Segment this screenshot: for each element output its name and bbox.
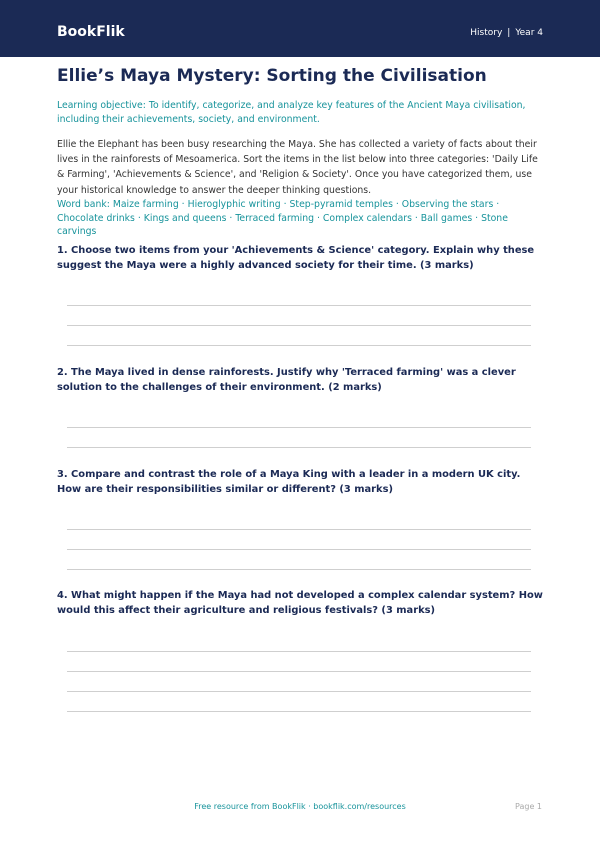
learning-objective: Learning objective: To identify, categorize, and analyze key features of the Ancient Maya civilisation, including their achievements, society, and environment. (57, 100, 526, 125)
word-bank: Word bank: Maize farming · Hieroglyphic writing · Step-pyramid temples · Observing the stars · Chocolate drinks · Kings and queens · Terraced farming · Complex calendars · Ball games · Stone carvings (57, 199, 508, 237)
answer-line[interactable] (67, 325, 531, 326)
answer-line[interactable] (67, 549, 531, 550)
intro-paragraph: Ellie the Elephant has been busy researching the Maya. She has collected a variety of facts about their lives in the rainforests of Mesoamerica. Sort the items in the list below into three categories: 'Daily Life & Farming', 'Achievements & Science', and 'Religion & Society'. Once you have categorized them, use your historical knowledge to answer the deeper thinking questions. (57, 139, 538, 196)
answer-line[interactable] (67, 671, 531, 672)
answer-line[interactable] (67, 447, 531, 448)
page-header (0, 0, 600, 57)
footer-credit: Free resource from BookFlik · bookflik.com/resources (194, 802, 406, 811)
answer-line[interactable] (67, 569, 531, 570)
answer-line[interactable] (67, 651, 531, 652)
question-2: 2. The Maya lived in dense rainforests. Justify why 'Terraced farming' was a clever solution to the challenges of their environment. (2 marks) (57, 367, 516, 393)
answer-line[interactable] (67, 345, 531, 346)
question-3: 3. Compare and contrast the role of a Maya King with a leader in a modern UK city. How are their responsibilities similar or different? (3 marks) (57, 469, 521, 495)
header-meta (470, 26, 543, 40)
header-separator: | (507, 28, 511, 38)
answer-line[interactable] (67, 711, 531, 712)
answer-line[interactable] (67, 305, 531, 306)
worksheet-title: Ellie’s Maya Mystery: Sorting the Civilisation (57, 66, 487, 86)
subject-label: History (470, 28, 503, 38)
year-label: Year 4 (515, 28, 543, 38)
answer-line[interactable] (67, 529, 531, 530)
question-1: 1. Choose two items from your 'Achievements & Science' category. Explain why these suggest the Maya were a highly advanced society for their time. (3 marks) (57, 245, 535, 271)
question-4: 4. What might happen if the Maya had not developed a complex calendar system? How would this affect their agriculture and religious festivals? (3 marks) (57, 590, 543, 616)
page-number: Page 1 (515, 802, 542, 811)
answer-line[interactable] (67, 427, 531, 428)
answer-line[interactable] (67, 691, 531, 692)
brand-logo: BookFlik (57, 24, 125, 40)
